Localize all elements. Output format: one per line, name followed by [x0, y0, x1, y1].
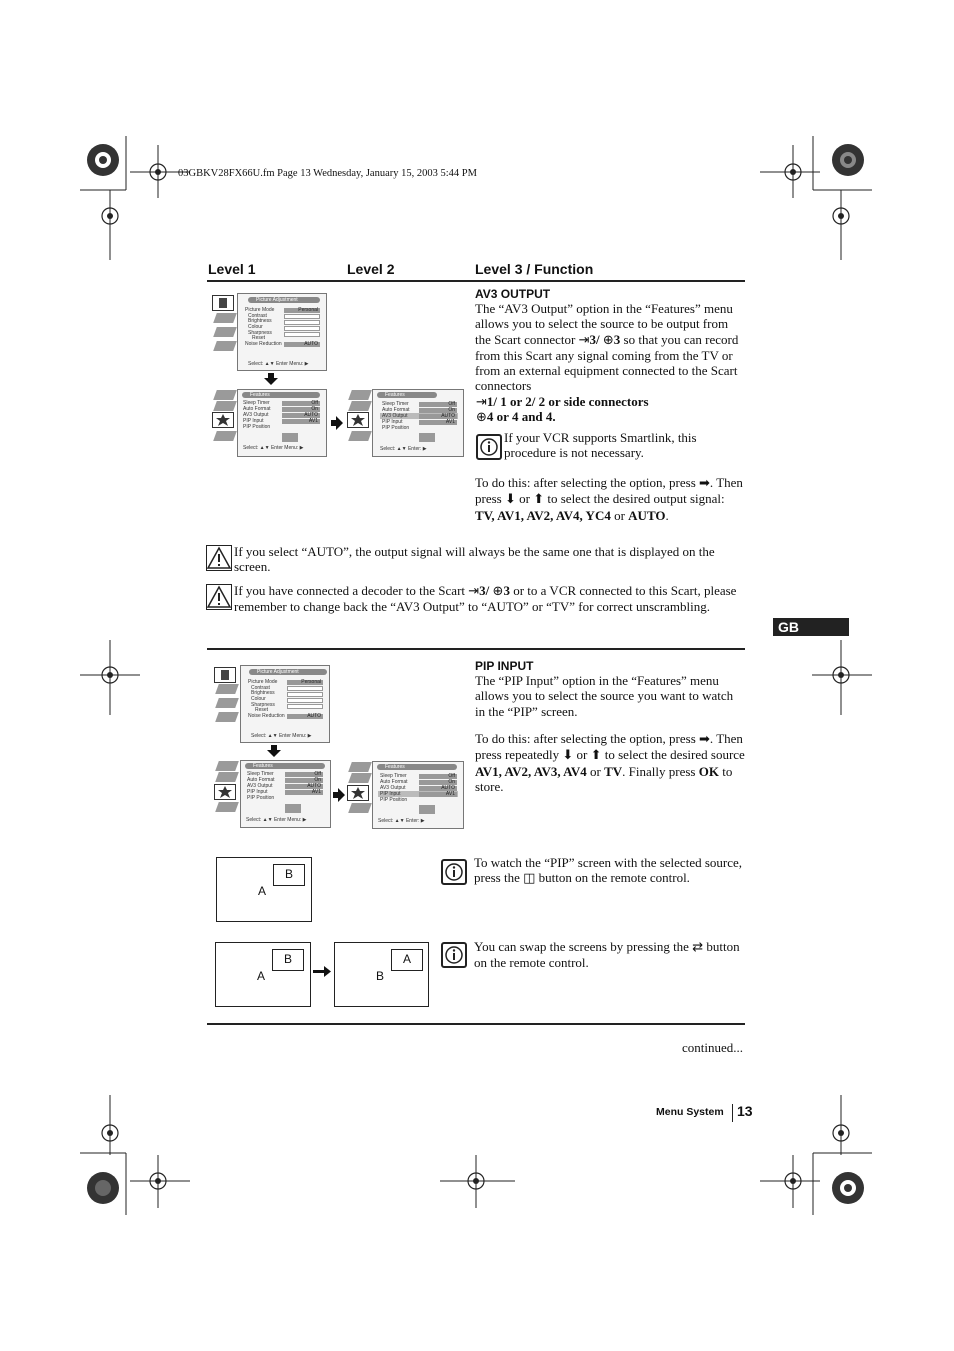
menu-item: PIP Position — [382, 425, 410, 431]
main-picture-label: B — [376, 969, 385, 983]
menu-item: Colour — [248, 324, 263, 330]
picture-tab-icon — [212, 295, 234, 311]
menu-item: Brightness — [248, 318, 272, 324]
menu-item: Sleep Timer — [247, 771, 274, 777]
menu-footer: Select: ▲▼ Enter Menu: ▶ — [248, 361, 309, 367]
pip-position-preview — [282, 433, 298, 442]
menu-item: Picture Mode — [248, 679, 278, 685]
features-menu — [240, 760, 331, 828]
arrow-down-icon: ⬇ — [504, 492, 516, 508]
instruction-text: to store. — [475, 763, 733, 794]
menu-title: Picture Adjustment — [249, 669, 327, 675]
features-menu-level2 — [372, 389, 464, 457]
instruction-text: or — [614, 507, 625, 523]
arrow-down-icon — [264, 373, 278, 385]
menu-item: Auto Format — [243, 406, 271, 412]
menu-value: Personal — [287, 680, 323, 685]
smartlink-note: If your VCR supports Smartlink, this procedure is not necessary. — [504, 430, 697, 461]
arrow-right-icon — [331, 416, 343, 430]
instruction-text: Then press — [475, 475, 743, 507]
menu-item: PIP Position — [247, 795, 275, 801]
menu-tab-icon — [213, 431, 237, 441]
pip-watch-note — [474, 855, 764, 887]
swap-after-diagram — [334, 942, 429, 1007]
menu-item: Auto Format — [382, 407, 410, 413]
instruction-text: or — [576, 747, 588, 763]
note-text: button on the remote control. — [474, 939, 740, 971]
menu-tab-icon — [213, 401, 237, 411]
menu-item: Reset — [252, 335, 266, 341]
footer-section: Menu System — [656, 1106, 724, 1118]
features-menu — [237, 389, 327, 457]
instruction-text: Finally press — [628, 763, 696, 779]
menu-item: Contrast — [248, 313, 267, 319]
scart-icon: ⇥ — [476, 395, 487, 410]
menu-item: PIP Input — [247, 789, 268, 795]
main-picture-label: A — [258, 884, 267, 898]
av3-description — [475, 301, 743, 394]
slider — [287, 704, 323, 709]
slider — [284, 332, 320, 337]
menu-title: Picture Adjustment — [248, 297, 320, 303]
features-tab-icon — [347, 785, 369, 801]
menu-tab-icon — [213, 327, 237, 337]
warning-icon — [206, 545, 232, 571]
menu-value: Off — [419, 774, 457, 779]
menu-tab-icon — [348, 431, 372, 441]
menu-value: On — [282, 407, 320, 412]
pip-description: The “PIP Input” option in the “Features” menu allows you to select the source you want to watch in the “PIP” screen. — [475, 673, 734, 719]
scart-icon: ⇥ — [468, 584, 480, 599]
signal-auto: AUTO — [628, 507, 666, 523]
menu-tab-icon — [215, 698, 239, 708]
menu-value: AV1 — [285, 790, 323, 795]
menu-tab-icon — [213, 341, 237, 351]
arrow-right-icon — [333, 788, 345, 802]
scart-number: 3/ — [589, 331, 600, 347]
menu-item: Picture Mode — [245, 307, 275, 313]
menu-value: Off — [285, 772, 323, 777]
menu-tab-icon — [215, 761, 239, 771]
menu-item: Sharpness — [251, 702, 275, 708]
menu-tab-icon — [348, 762, 372, 772]
section-rule — [207, 648, 745, 650]
menu-item: PIP Input — [380, 791, 401, 797]
connector-line: 4 or 4 and 4. — [486, 409, 556, 424]
pip-window-label: B — [273, 864, 305, 886]
arrow-down-icon: ⬇ — [562, 748, 574, 764]
menu-tab-icon — [215, 772, 239, 782]
slider — [284, 314, 320, 319]
header-rule — [207, 280, 745, 282]
signal-list: TV, AV1, AV2, AV4, YC4 — [475, 507, 611, 523]
menu-tab-icon — [213, 313, 237, 323]
section-rule — [207, 1023, 745, 1025]
s-video-icon: ⊕ — [602, 332, 614, 348]
language-tab: GB — [773, 618, 849, 636]
instruction-text: To do this: after selecting the option, press — [475, 475, 696, 490]
picture-adjustment-menu — [237, 293, 327, 371]
scart-number: 3/ — [479, 583, 490, 598]
menu-footer: Select: ▲▼ Enter Menu: ▶ — [243, 445, 304, 451]
menu-item: Reset — [255, 707, 269, 713]
scart-icon: ⇥ — [578, 332, 590, 348]
menu-value: AUTO — [419, 786, 457, 791]
menu-item: AV3 Output — [247, 783, 273, 789]
scart-number: 3 — [503, 583, 510, 598]
menu-item: PIP Input — [382, 419, 403, 425]
pip-position-preview — [419, 805, 435, 814]
menu-item: AV3 Output — [380, 785, 406, 791]
menu-item: Sleep Timer — [380, 773, 407, 779]
pip-position-preview — [285, 804, 301, 813]
menu-item: Sleep Timer — [243, 400, 270, 406]
connector-line: 1/ 1 or 2/ 2 or side connectors — [486, 394, 649, 409]
menu-tab-icon — [348, 390, 372, 400]
menu-value: Off — [419, 402, 457, 407]
menu-item: AV3 Output — [243, 412, 269, 418]
av3-connector-list — [476, 394, 744, 410]
swap-button-icon: ⇄ — [692, 940, 704, 955]
menu-tab-icon — [348, 773, 372, 783]
picture-adjustment-menu — [240, 665, 330, 743]
menu-value: AV1 — [419, 792, 457, 797]
menu-item: Brightness — [251, 690, 275, 696]
pip-instructions: To do this: after selecting the option, press ➡. Then press repeatedly ⬇ or ⬆ to select the desired source AV1, AV2, AV3, AV4 or TV. Finally press OK to store. — [475, 731, 745, 794]
menu-item: Colour — [251, 696, 266, 702]
menu-item: Contrast — [251, 685, 270, 691]
menu-title: Features — [377, 392, 437, 398]
swap-before-diagram — [215, 942, 311, 1007]
note-text: button on the remote control. — [538, 870, 690, 886]
slider — [284, 320, 320, 325]
instruction-text: or — [590, 763, 601, 779]
menu-item: Auto Format — [247, 777, 275, 783]
menu-value: AUTO — [285, 784, 323, 789]
note-text: You can swap the screens by pressing the — [474, 939, 689, 954]
menu-tab-icon — [213, 390, 237, 400]
menu-footer: Select: ▲▼ Enter: ▶ — [380, 446, 427, 452]
s-video-icon: ⊕ — [492, 584, 504, 599]
source-list: AV1, AV2, AV3, AV4 — [475, 763, 587, 779]
menu-value: On — [285, 778, 323, 783]
ok-key: OK — [698, 763, 719, 779]
menu-title: Features — [245, 763, 325, 769]
pip-window-label: A — [391, 949, 423, 971]
s-video-icon: ⊕ — [476, 410, 487, 425]
arrow-up-icon: ⬆ — [533, 492, 545, 508]
menu-footer: Select: ▲▼ Enter Menu: ▶ — [246, 817, 307, 823]
pip-position-preview — [419, 433, 435, 442]
menu-title: Features — [377, 764, 457, 770]
slider — [287, 686, 323, 691]
menu-value: AUTO — [282, 413, 320, 418]
source-tv: TV — [604, 763, 623, 779]
warning-decoder-text — [234, 583, 744, 615]
level1-heading: Level 1 — [208, 261, 256, 277]
warning-auto-text: If you select “AUTO”, the output signal will always be the same one that is displayed on the screen. — [234, 544, 715, 575]
picture-tab-icon — [214, 667, 236, 683]
pip-button-icon: ◫ — [523, 871, 536, 887]
instruction-text: to select the desired source — [604, 747, 745, 763]
menu-item: Noise Reduction — [245, 341, 282, 347]
arrow-up-icon: ⬆ — [590, 748, 602, 764]
av3-desc-text-2: so that you can record from this Scart any signal coming from the TV or from an external equipment connected to the Scart connectors — [475, 331, 739, 394]
features-tab-icon — [347, 412, 369, 428]
features-menu-level2 — [372, 761, 464, 829]
note-text: To watch the “PIP” screen with the selected source, press the — [474, 855, 743, 886]
scart-number: 3 — [613, 331, 621, 347]
info-icon — [441, 859, 467, 885]
arrow-right-icon: ➡ — [699, 732, 710, 747]
info-icon — [441, 942, 467, 968]
pip-window-label: B — [272, 949, 304, 971]
menu-value: Personal — [284, 308, 320, 313]
info-icon — [476, 434, 502, 460]
av3-instructions: To do this: after selecting the option, press ➡. Then press ⬇ or ⬆ to select the desired output signal: TV, AV1, AV2, AV4, YC4 or AUTO. — [475, 475, 743, 523]
instruction-text: or — [519, 491, 530, 507]
instruction-text: to select the desired output signal: — [547, 491, 725, 507]
menu-item: PIP Position — [380, 797, 408, 803]
instruction-text: Then press repeatedly — [475, 731, 743, 763]
menu-footer: Select: ▲▼ Enter: ▶ — [378, 818, 425, 824]
menu-item: PIP Input — [243, 418, 264, 424]
menu-item: Sharpness — [248, 330, 272, 336]
menu-tab-icon — [348, 803, 372, 813]
warning-icon — [206, 584, 232, 610]
menu-value: AUTO — [284, 342, 320, 347]
pip-screen-diagram — [216, 857, 312, 922]
warning-text: or to a VCR connected to this Scart, please remember to change back the “AV3 Output” to “AUTO” or “TV” for correct unscrambling. — [234, 583, 737, 615]
menu-tab-icon — [215, 802, 239, 812]
main-picture-label: A — [257, 969, 266, 983]
menu-value: AV1 — [419, 420, 457, 425]
features-tab-icon — [212, 412, 234, 428]
menu-item: Noise Reduction — [248, 713, 285, 719]
menu-item: AV3 Output — [382, 413, 408, 419]
page-number: 13 — [737, 1103, 753, 1119]
arrow-right-icon — [313, 966, 331, 978]
menu-value: AV1 — [282, 419, 320, 424]
av3-connector-list-2 — [476, 409, 744, 425]
slider — [287, 698, 323, 703]
menu-value: AUTO — [419, 414, 457, 419]
features-tab-icon — [214, 784, 236, 800]
footer-divider — [732, 1104, 733, 1122]
slider — [284, 326, 320, 331]
menu-footer: Select: ▲▼ Enter Menu: ▶ — [251, 733, 312, 739]
menu-title: Features — [242, 392, 320, 398]
pip-heading: PIP INPUT — [475, 659, 534, 673]
menu-tab-icon — [348, 401, 372, 411]
menu-value: AUTO — [287, 714, 323, 719]
menu-item: Auto Format — [380, 779, 408, 785]
arrow-right-icon: ➡ — [699, 476, 710, 491]
warning-text: If you have connected a decoder to the Scart — [234, 583, 466, 598]
pip-swap-note — [474, 939, 744, 971]
menu-item: Sleep Timer — [382, 401, 409, 407]
file-header: 03GBKV28FX66U.fm Page 13 Wednesday, January 15, 2003 5:44 PM — [178, 168, 477, 179]
av3-desc-text: The “AV3 Output” option in the “Features” menu allows you to select the source to be output from the Scart connector — [475, 301, 733, 347]
menu-value: On — [419, 408, 457, 413]
arrow-down-icon — [267, 745, 281, 757]
instruction-text: To do this: after selecting the option, press — [475, 731, 696, 746]
menu-item: PIP Position — [243, 424, 271, 430]
menu-value: On — [419, 780, 457, 785]
slider — [287, 692, 323, 697]
level3-heading: Level 3 / Function — [475, 261, 594, 277]
continued-text: continued... — [682, 1040, 744, 1055]
menu-tab-icon — [215, 684, 239, 694]
menu-value: Off — [282, 401, 320, 406]
level2-heading: Level 2 — [347, 261, 395, 277]
menu-tab-icon — [215, 712, 239, 722]
av3-heading: AV3 OUTPUT — [475, 287, 551, 301]
